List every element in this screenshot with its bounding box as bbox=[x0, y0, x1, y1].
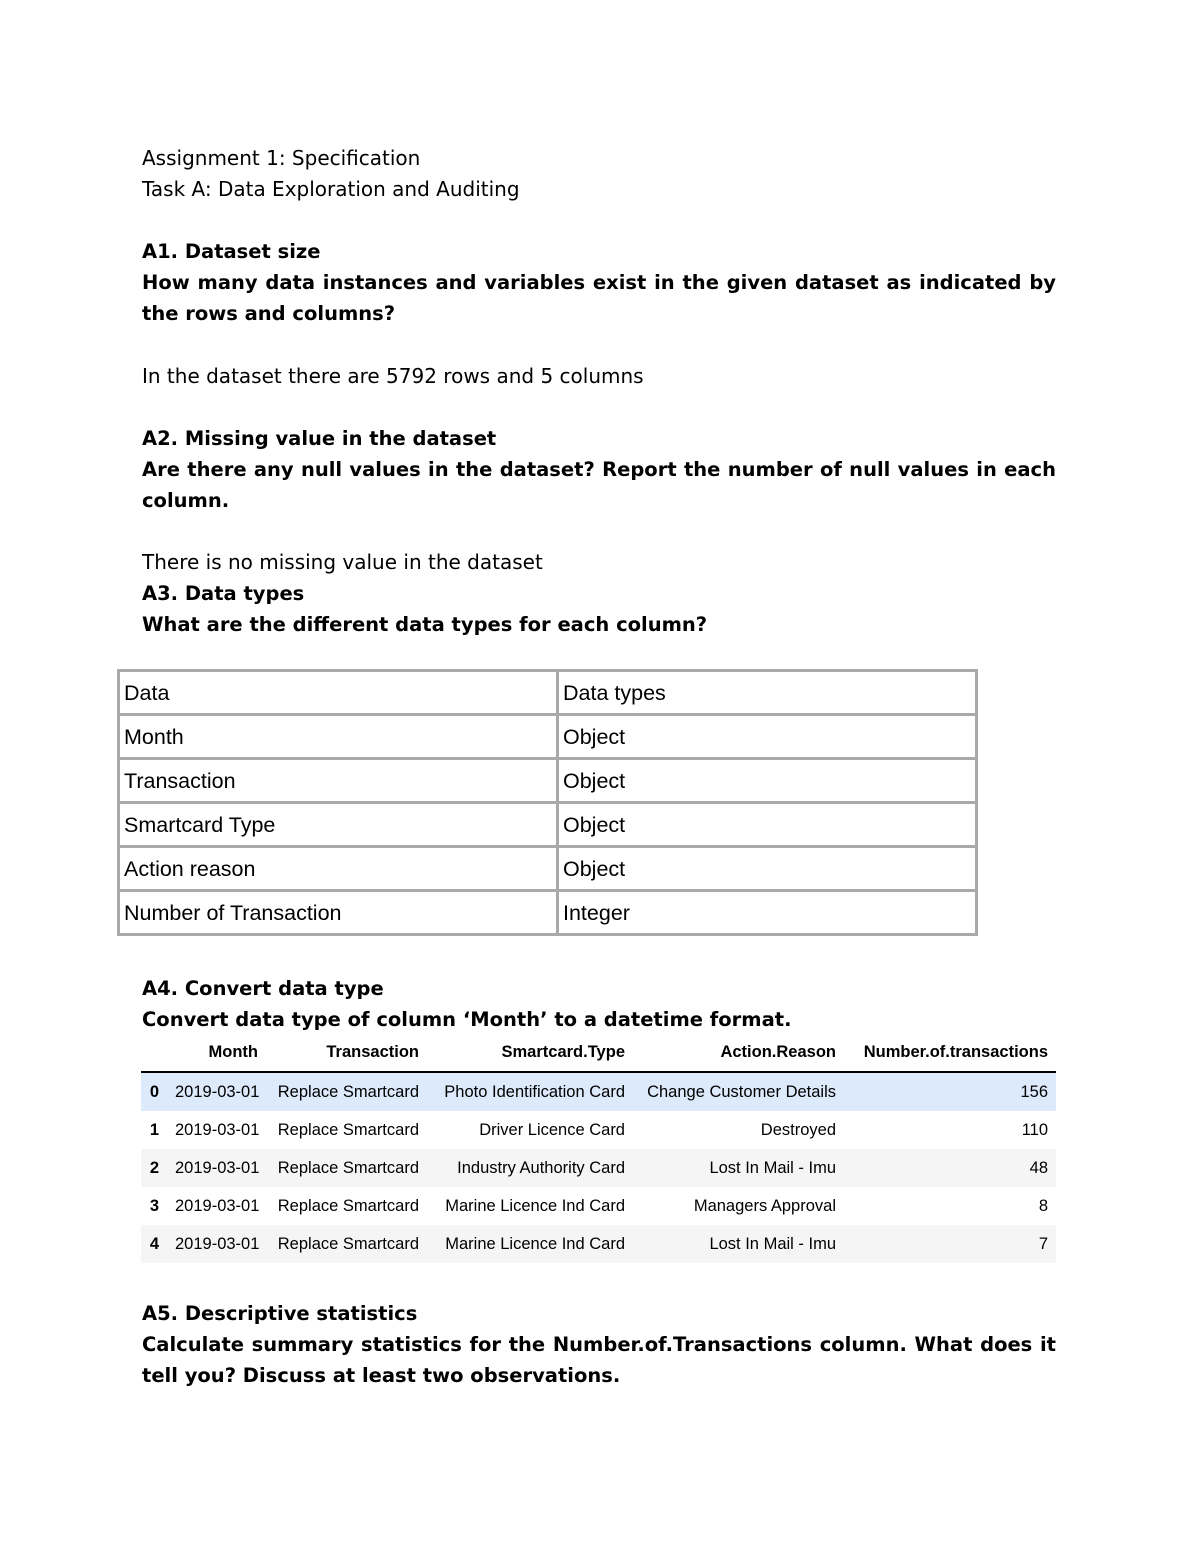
table-cell: 110 bbox=[1021, 1120, 1048, 1139]
row-index: 4 bbox=[149, 1234, 159, 1253]
table-cell: Photo Identification Card bbox=[444, 1082, 625, 1101]
table-cell: Number of Transaction bbox=[119, 891, 558, 935]
table-cell: 2019-03-01 bbox=[175, 1158, 260, 1177]
row-index: 3 bbox=[149, 1196, 159, 1215]
table-cell: Change Customer Details bbox=[647, 1082, 836, 1101]
dataframe-header-row bbox=[141, 1034, 1056, 1072]
task-title: Task A: Data Exploration and Auditing bbox=[142, 177, 520, 201]
a5-heading: A5. Descriptive statistics bbox=[142, 1302, 418, 1325]
table-cell: Integer bbox=[558, 891, 977, 935]
table-cell: 2019-03-01 bbox=[175, 1120, 260, 1139]
table-row bbox=[119, 803, 977, 847]
table-cell: 2019-03-01 bbox=[175, 1082, 260, 1101]
data-types-table bbox=[117, 669, 978, 936]
table-cell: Replace Smartcard bbox=[277, 1234, 419, 1253]
table-cell: 2019-03-01 bbox=[175, 1234, 260, 1253]
a3-question: What are the different data types for each column? bbox=[142, 613, 708, 636]
a1-heading: A1. Dataset size bbox=[142, 240, 321, 263]
table-cell: Replace Smartcard bbox=[277, 1158, 419, 1177]
table-cell: 156 bbox=[1020, 1082, 1048, 1101]
table-row bbox=[141, 1149, 1056, 1187]
a4-heading: A4. Convert data type bbox=[142, 977, 384, 1000]
table-row bbox=[119, 759, 977, 803]
index-header bbox=[141, 1034, 167, 1072]
a2-answer: There is no missing value in the dataset bbox=[142, 550, 543, 574]
table-cell: Replace Smartcard bbox=[277, 1120, 419, 1139]
table-cell: Month bbox=[119, 715, 558, 759]
table-row bbox=[119, 891, 977, 935]
a3-heading: A3. Data types bbox=[142, 582, 305, 605]
a5-question: Calculate summary statistics for the Number.of.Transactions column. What does it tell you? Discuss at least two observations. bbox=[142, 1333, 1056, 1387]
table-cell: Transaction bbox=[119, 759, 558, 803]
table-cell: Object bbox=[558, 803, 977, 847]
a2-heading: A2. Missing value in the dataset bbox=[142, 427, 497, 450]
table-cell: 7 bbox=[1038, 1234, 1048, 1253]
table-row bbox=[141, 1072, 1056, 1111]
table-cell: Object bbox=[558, 847, 977, 891]
table-header-cell: Data types bbox=[558, 671, 977, 715]
column-header: Month bbox=[167, 1034, 266, 1072]
table-cell: Lost In Mail - Imu bbox=[709, 1234, 836, 1253]
table-cell: 48 bbox=[1029, 1158, 1048, 1177]
table-cell: Industry Authority Card bbox=[457, 1158, 625, 1177]
table-row bbox=[141, 1111, 1056, 1149]
assignment-title: Assignment 1: Specification bbox=[142, 146, 421, 170]
table-cell: Replace Smartcard bbox=[277, 1196, 419, 1215]
table-cell: Destroyed bbox=[760, 1120, 836, 1139]
table-cell: Marine Licence Ind Card bbox=[445, 1234, 625, 1253]
table-cell: Driver Licence Card bbox=[479, 1120, 625, 1139]
table-cell: Smartcard Type bbox=[119, 803, 558, 847]
dataframe-table bbox=[141, 1034, 1056, 1263]
table-cell: 2019-03-01 bbox=[175, 1196, 260, 1215]
column-header: Smartcard.Type bbox=[427, 1034, 633, 1072]
column-header: Transaction bbox=[266, 1034, 427, 1072]
table-row bbox=[119, 715, 977, 759]
row-index: 0 bbox=[149, 1082, 159, 1101]
column-header: Number.of.transactions bbox=[844, 1034, 1056, 1072]
table-row bbox=[119, 847, 977, 891]
table-cell: Marine Licence Ind Card bbox=[445, 1196, 625, 1215]
table-cell: Action reason bbox=[119, 847, 558, 891]
a4-question: Convert data type of column ‘Month’ to a datetime format. bbox=[142, 1008, 792, 1031]
a2-question: Are there any null values in the dataset? Report the number of null values in each column. bbox=[142, 458, 1056, 512]
table-header-cell: Data bbox=[119, 671, 558, 715]
a1-answer: In the dataset there are 5792 rows and 5 columns bbox=[142, 364, 644, 388]
table-cell: Replace Smartcard bbox=[277, 1082, 419, 1101]
table-cell: Lost In Mail - Imu bbox=[709, 1158, 836, 1177]
table-cell: Object bbox=[558, 759, 977, 803]
a1-question: How many data instances and variables exist in the given dataset as indicated by the rows and columns? bbox=[142, 271, 1056, 325]
table-cell: Object bbox=[558, 715, 977, 759]
table-header-row bbox=[119, 671, 977, 715]
table-row bbox=[141, 1187, 1056, 1225]
row-index: 1 bbox=[149, 1120, 159, 1139]
table-cell: Managers Approval bbox=[693, 1196, 836, 1215]
table-row bbox=[141, 1225, 1056, 1263]
column-header: Action.Reason bbox=[633, 1034, 844, 1072]
table-cell: 8 bbox=[1038, 1196, 1048, 1215]
row-index: 2 bbox=[149, 1158, 159, 1177]
